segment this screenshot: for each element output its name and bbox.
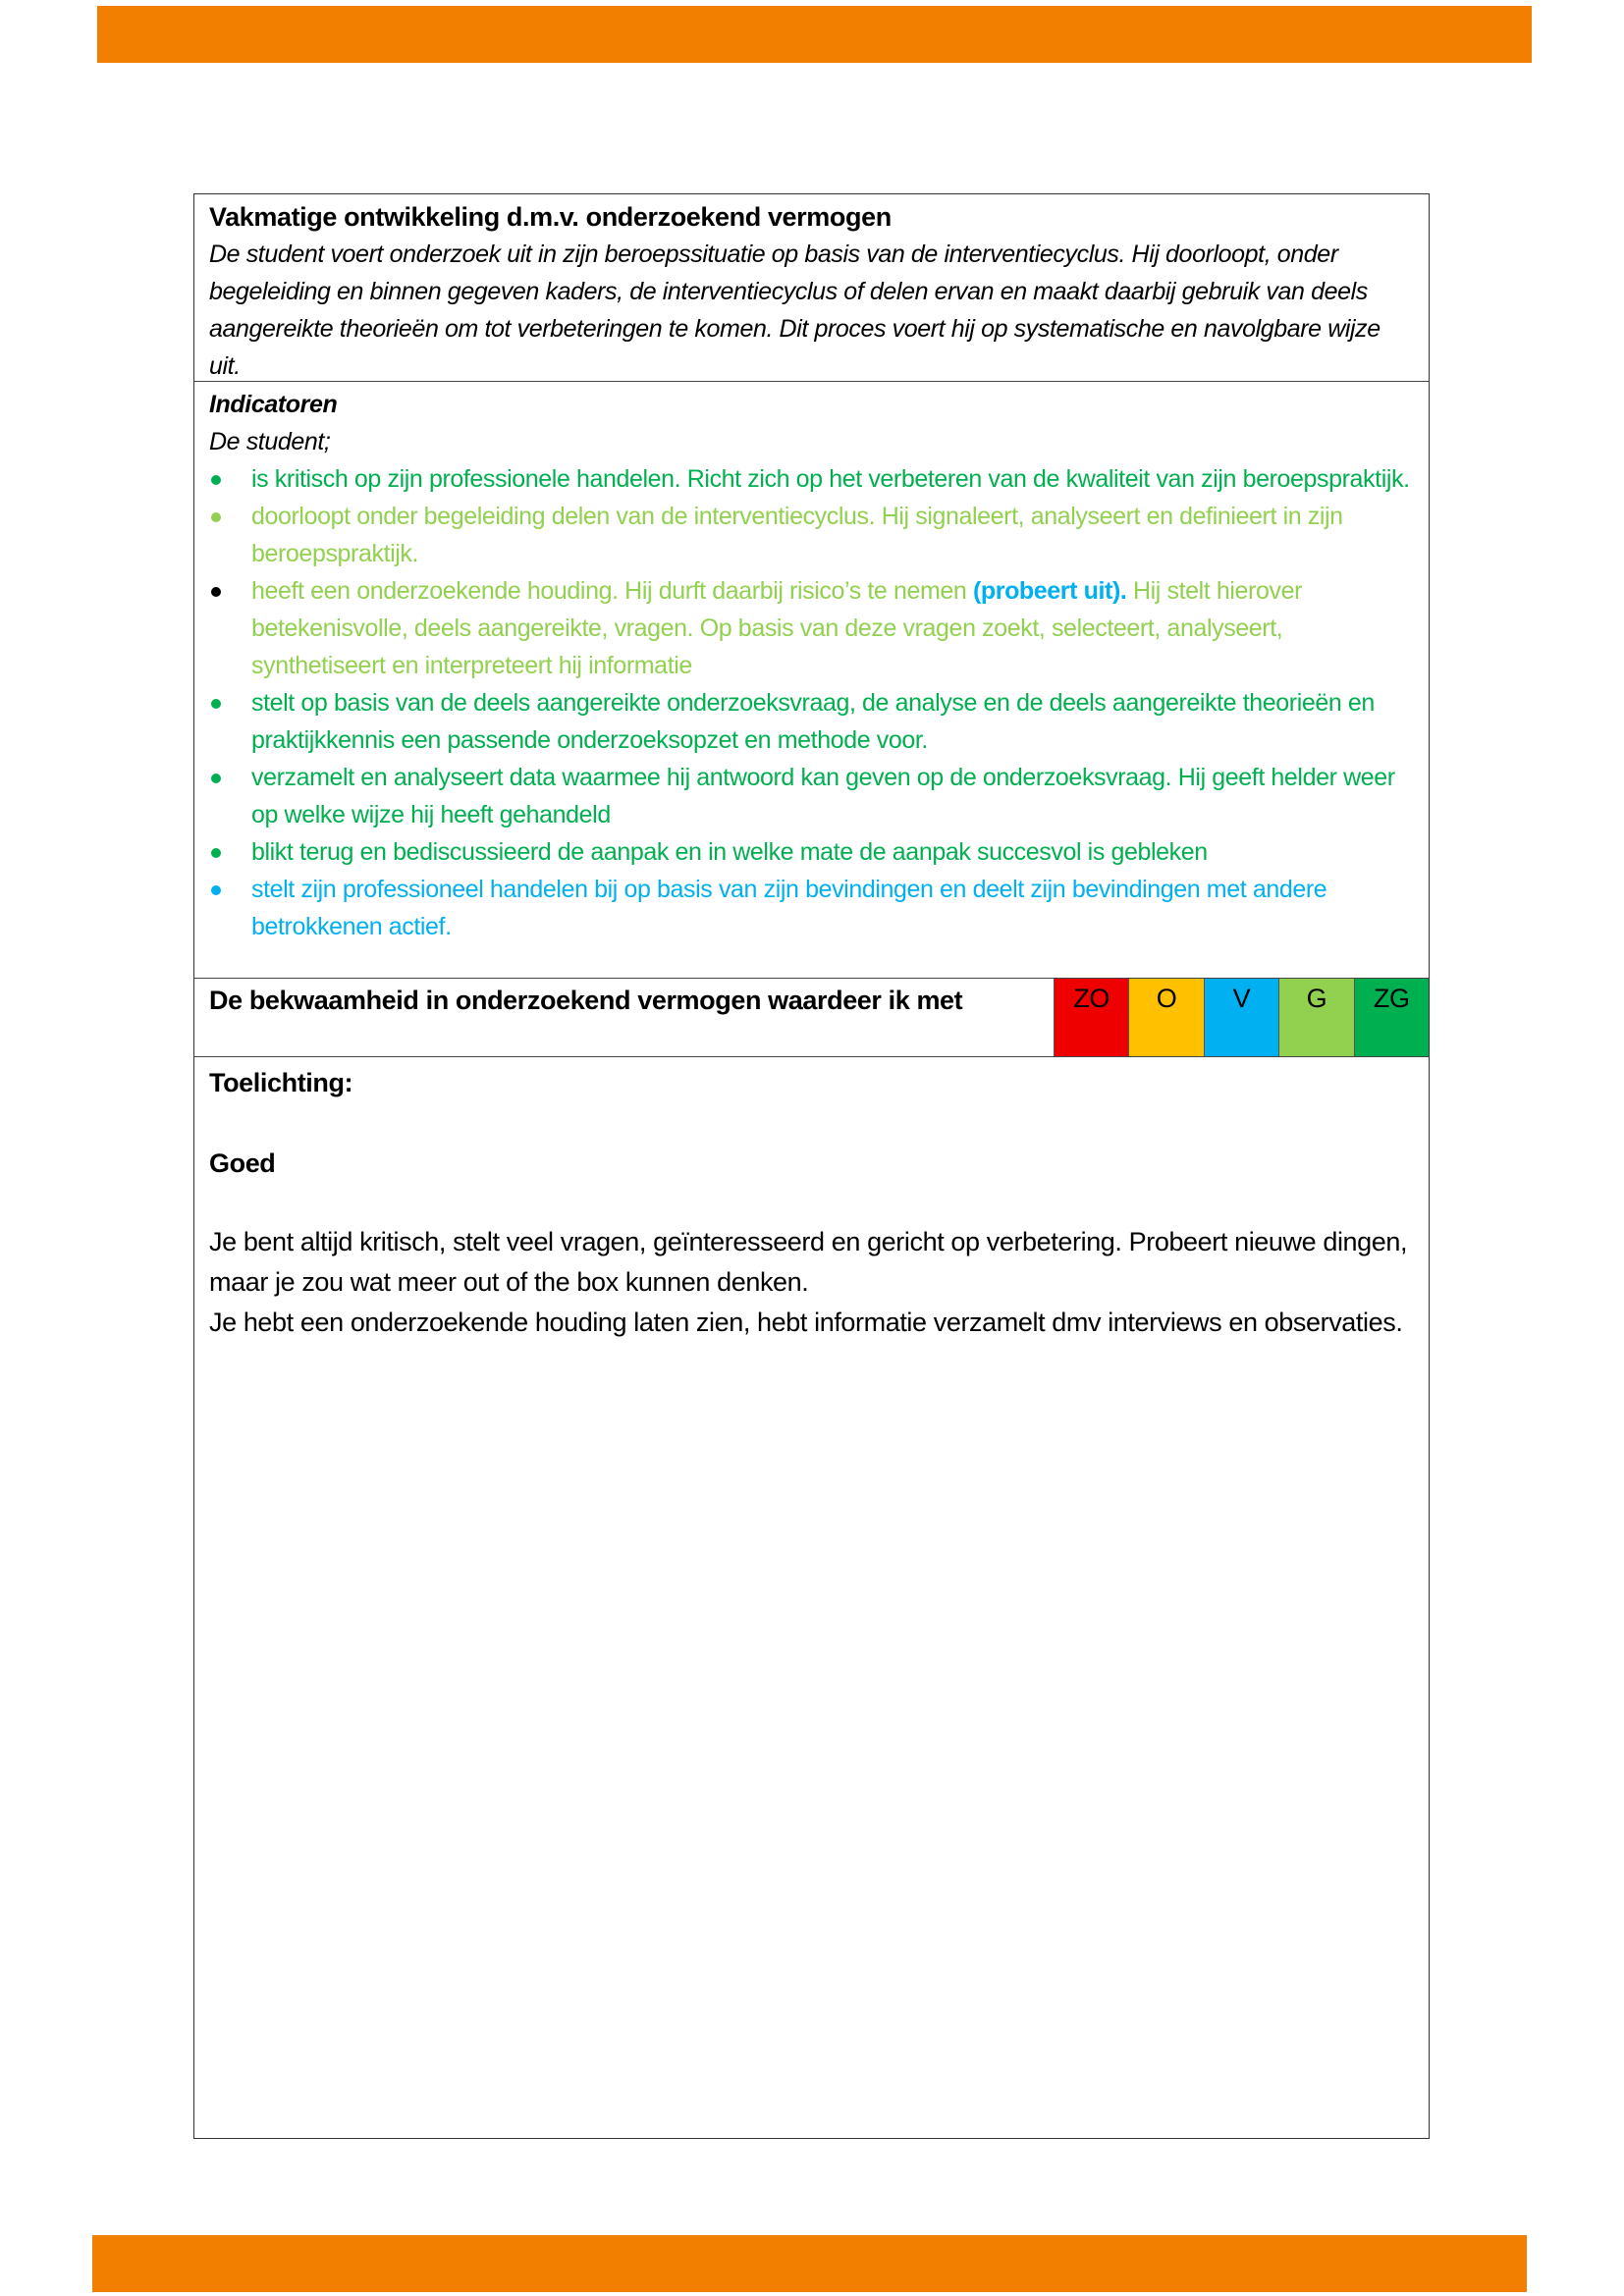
- bullet-icon: [211, 587, 221, 597]
- indicators-heading: Indicatoren: [209, 391, 338, 418]
- indicator-item: [209, 498, 1417, 572]
- bullet-icon: [211, 699, 221, 709]
- indicator-item: [209, 572, 1417, 684]
- indicator-item: [209, 759, 1417, 833]
- header-band: [97, 6, 1532, 63]
- rating-option-g[interactable]: G: [1278, 979, 1353, 1056]
- competency-title: Vakmatige ontwikkeling d.m.v. onderzoekend vermogen: [209, 202, 892, 232]
- rating-option-v[interactable]: V: [1204, 979, 1278, 1056]
- indicators-cell: [194, 382, 1429, 979]
- rating-option-o[interactable]: O: [1128, 979, 1203, 1056]
- rating-option-zo[interactable]: ZO: [1054, 979, 1128, 1056]
- assessment-table: [193, 193, 1430, 2139]
- indicator-text: blikt terug en bediscussieerd de aanpak en in welke mate de aanpak succesvol is gebleken: [251, 838, 1208, 866]
- competency-description: De student voert onderzoek uit in zijn beroepssituatie op basis van de interventiecyclus. Hij doorloopt, onder begeleiding en binnen gegeven kaders, de interventiecyclus of delen ervan en maakt daarbij gebruik van deels aangereikte theorieën om tot verbeteringen te komen. Dit proces voert hij op systematische en navolgbare wijze uit.: [209, 240, 1380, 380]
- indicator-text: is kritisch op zijn professionele handelen. Richt zich op het verbeteren van de kwaliteit van zijn beroepspraktijk.: [251, 465, 1410, 493]
- indicator-text: stelt zijn professioneel handelen bij op basis van zijn bevindingen en deelt zijn bevindingen met andere betrokkenen actief.: [251, 876, 1327, 940]
- indicator-text: doorloopt onder begeleiding delen van de interventiecyclus. Hij signaleert, analyseert en definieert in zijn beroepspraktijk.: [251, 503, 1343, 567]
- indicator-highlight: (probeert uit).: [972, 577, 1127, 605]
- indicator-text-part: Hij stelt hierover betekenisvolle, deels aangereikte, vragen. Op basis van deze vragen zoekt, selecteert, analyseert, synthetiseert en interpreteert hij informatie: [251, 577, 1303, 679]
- comment-line: Je hebt een onderzoekende houding laten zien, hebt informatie verzamelt dmv interviews en observaties.: [209, 1308, 1403, 1337]
- indicator-item: [209, 460, 1417, 498]
- rating-label: De bekwaamheid in onderzoekend vermogen waardeer ik met: [209, 986, 963, 1015]
- footer-band: [92, 2235, 1527, 2292]
- indicator-item: [209, 871, 1417, 945]
- indicator-text: verzamelt en analyseert data waarmee hij antwoord kan geven op de onderzoeksvraag. Hij geeft helder weer op welke wijze hij heeft gehandeld: [251, 764, 1395, 828]
- indicator-list: [209, 460, 1417, 945]
- indicator-text-part: heeft een onderzoekende houding. Hij durft daarbij risico’s te nemen: [251, 577, 973, 605]
- rating-scale: [1054, 979, 1429, 1056]
- bullet-icon: [211, 512, 221, 522]
- explanation-comment: [209, 1222, 1417, 1343]
- indicator-text: [251, 577, 1302, 679]
- explanation-label: Toelichting:: [209, 1068, 353, 1097]
- explanation-verdict: Goed: [209, 1148, 276, 1178]
- indicator-item: [209, 684, 1417, 759]
- comment-line: Je bent altijd kritisch, stelt veel vragen, geïnteresseerd en gericht op verbetering. Probeert nieuwe dingen, maar je zou wat meer out of the box kunnen denken.: [209, 1227, 1408, 1297]
- explanation-cell: [194, 1057, 1429, 1343]
- bullet-icon: [211, 475, 221, 485]
- bullet-icon: [211, 774, 221, 783]
- indicator-item: [209, 833, 1417, 871]
- rating-option-zg[interactable]: ZG: [1354, 979, 1429, 1056]
- bullet-icon: [211, 885, 221, 895]
- competency-description-cell: [194, 194, 1429, 382]
- bullet-icon: [211, 848, 221, 858]
- rating-row: [194, 979, 1429, 1057]
- indicators-intro: De student;: [209, 428, 331, 455]
- indicator-text: stelt op basis van de deels aangereikte onderzoeksvraag, de analyse en de deels aangereikte theorieën en praktijkkennis een passende onderzoeksopzet en methode voor.: [251, 689, 1375, 754]
